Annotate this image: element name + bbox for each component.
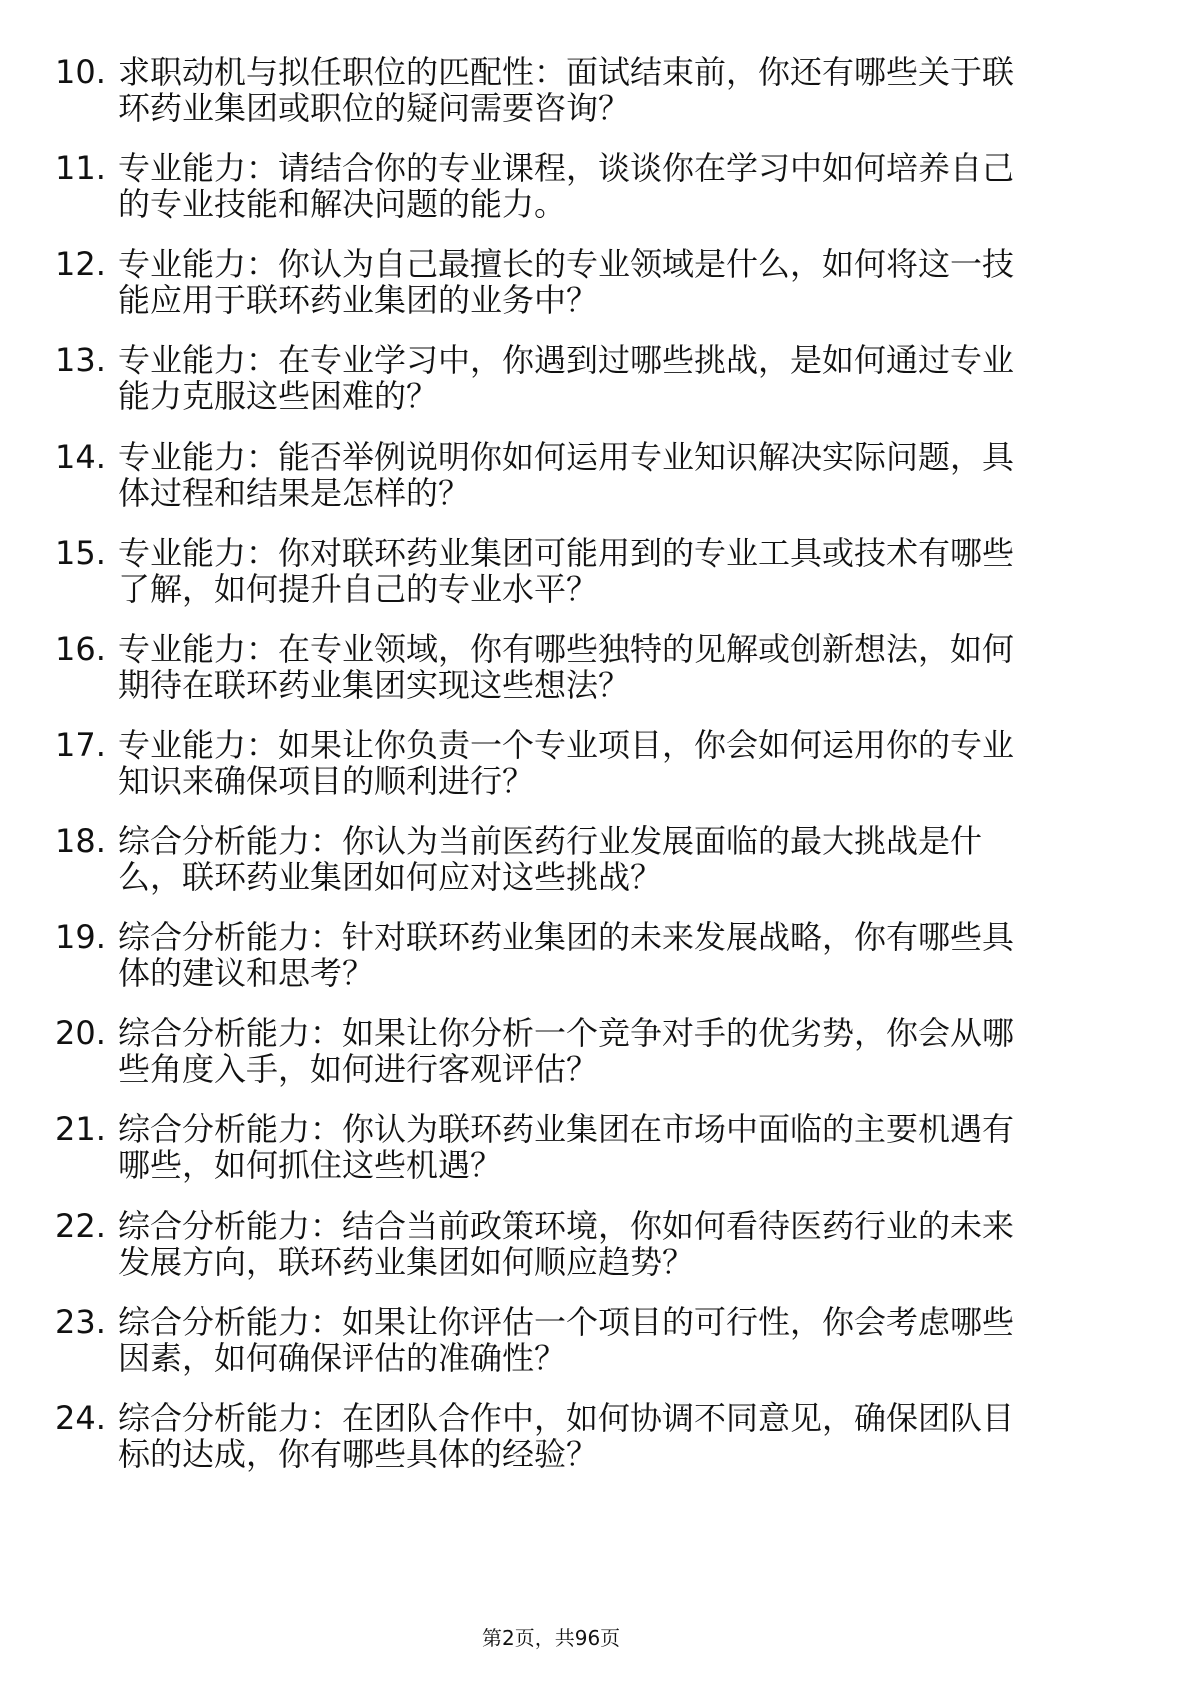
question-number: 15.: [55, 533, 106, 572]
question-item: [55, 54, 1024, 126]
question-text: 专业能力：你对联环药业集团可能用到的专业工具或技术有哪些了解，如何提升自己的专业水平？: [118, 533, 1015, 608]
question-text: 专业能力：在专业学习中，你遇到过哪些挑战，是如何通过专业能力克服这些困难的？: [118, 341, 1015, 416]
question-text: 求职动机与拟任职位的匹配性：面试结束前，你还有哪些关于联环药业集团或职位的疑问需要咨询？: [118, 53, 1015, 127]
question-number: 18.: [55, 822, 106, 860]
question-list: [55, 54, 1024, 1496]
question-number: 24.: [55, 1398, 106, 1437]
question-number: 11.: [55, 149, 106, 188]
question-number: 16.: [55, 629, 106, 668]
question-text: 综合分析能力：结合当前政策环境，你如何看待医药行业的未来发展方向，联环药业集团如何顺应趋势？: [118, 1206, 1015, 1281]
question-item: [55, 439, 1024, 511]
question-item: [55, 535, 1024, 607]
page-footer: 第2页，共96页: [482, 1626, 621, 1650]
question-text: 专业能力：你认为自己最擅长的专业领域是什么，如何将这一技能应用于联环药业集团的业务中？: [118, 245, 1015, 320]
question-number: 23.: [55, 1302, 106, 1341]
question-number: 21.: [55, 1110, 106, 1149]
question-text: 综合分析能力：针对联环药业集团的未来发展战略，你有哪些具体的建议和思考？: [118, 918, 1015, 993]
question-number: 14.: [55, 437, 106, 476]
question-item: [55, 1304, 1024, 1376]
question-text: 专业能力：请结合你的专业课程，谈谈你在学习中如何培养自己的专业技能和解决问题的能力。: [118, 149, 1015, 224]
question-item: [55, 919, 1024, 991]
question-item: [55, 1015, 1024, 1087]
question-number: 13.: [55, 341, 106, 380]
question-item: [55, 342, 1024, 414]
question-text: 综合分析能力：如果让你评估一个项目的可行性，你会考虑哪些因素，如何确保评估的准确性？: [118, 1302, 1015, 1377]
question-text: 综合分析能力：如果让你分析一个竞争对手的优劣势，你会从哪些角度入手，如何进行客观评估？: [118, 1014, 1015, 1089]
question-item: [55, 727, 1024, 799]
question-item: [55, 246, 1024, 318]
question-item: [55, 1111, 1024, 1183]
question-text: 专业能力：在专业领域，你有哪些独特的见解或创新想法，如何期待在联环药业集团实现这些想法？: [118, 629, 1015, 704]
question-text: 综合分析能力：你认为当前医药行业发展面临的最大挑战是什么，联环药业集团如何应对这些挑战？: [118, 822, 983, 896]
question-number: 10.: [55, 53, 106, 91]
question-number: 22.: [55, 1206, 106, 1245]
question-number: 17.: [55, 725, 106, 764]
question-item: [55, 1400, 1024, 1472]
question-text: 综合分析能力：在团队合作中，如何协调不同意见，确保团队目标的达成，你有哪些具体的经验？: [118, 1398, 1015, 1473]
question-item: [55, 1208, 1024, 1280]
question-number: 19.: [55, 918, 106, 957]
question-item: [55, 150, 1024, 222]
question-number: 20.: [55, 1014, 106, 1053]
question-text: 专业能力：能否举例说明你如何运用专业知识解决实际问题，具体过程和结果是怎样的？: [118, 437, 1015, 512]
question-number: 12.: [55, 245, 106, 284]
question-text: 综合分析能力：你认为联环药业集团在市场中面临的主要机遇有哪些，如何抓住这些机遇？: [118, 1110, 1015, 1185]
question-text: 专业能力：如果让你负责一个专业项目，你会如何运用你的专业知识来确保项目的顺利进行？: [118, 725, 1015, 800]
question-item: [55, 631, 1024, 703]
question-item: [55, 823, 1024, 895]
